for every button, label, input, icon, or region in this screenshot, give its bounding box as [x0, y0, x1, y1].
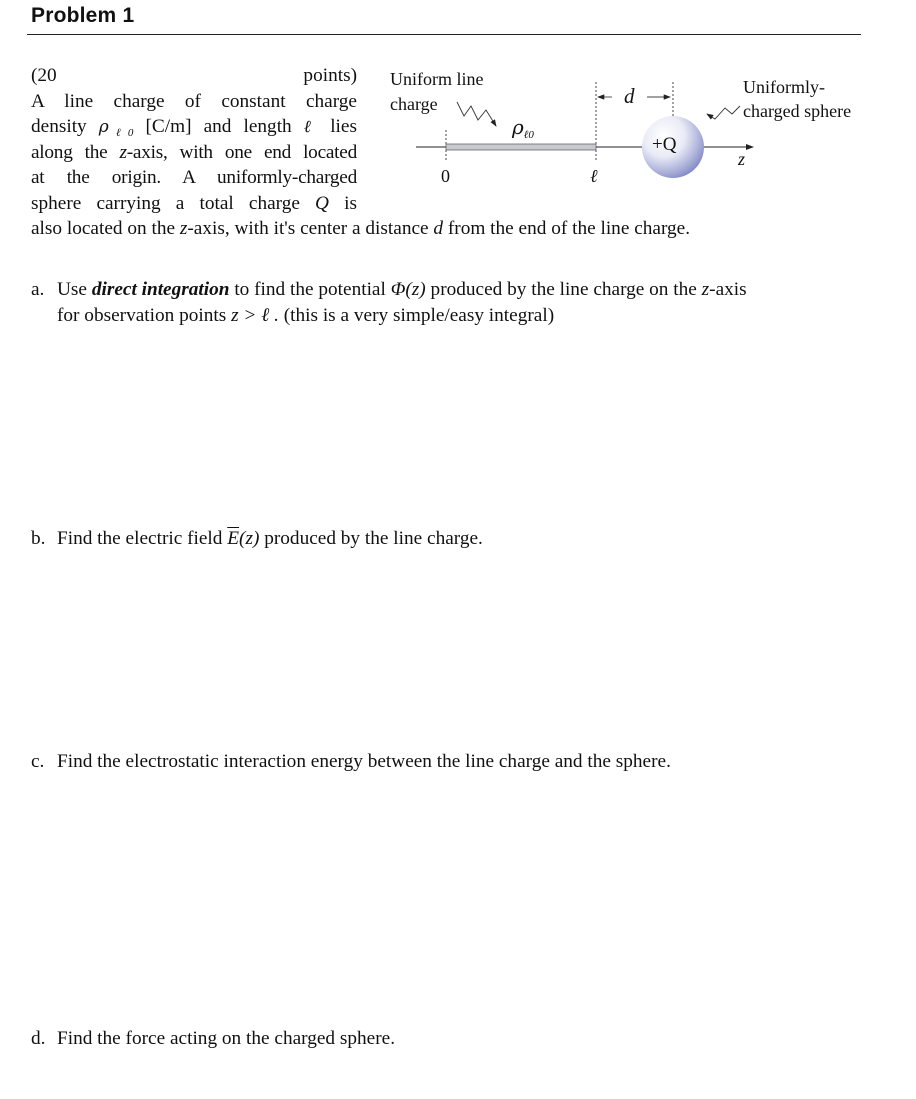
question-b-text-1: Find the electric field	[57, 528, 223, 549]
question-a-emphasis: direct integration	[91, 279, 230, 300]
intro-sphere: sphere carrying a total charge	[31, 192, 300, 214]
line-charge-label-2: charge	[390, 94, 438, 114]
question-a-z: z	[701, 279, 710, 300]
question-a-note: (this is a very simple/easy integral)	[283, 305, 555, 326]
title-divider	[27, 34, 861, 35]
charge-label: +Q	[652, 134, 677, 155]
z-axis-label: z	[738, 149, 746, 169]
intro-line-5: at the origin. A uniformly-charged	[31, 167, 357, 189]
z-symbol-2: z	[179, 218, 188, 239]
question-a-text-4: -axis	[709, 279, 747, 300]
question-b-func: (z)	[239, 528, 260, 549]
intro-center: -axis, with it's center a distance	[187, 218, 429, 239]
sphere-pointer	[707, 106, 740, 119]
rho-subscript: ℓ0	[108, 127, 134, 140]
intro-density-word: density	[31, 116, 87, 138]
charge-diagram	[385, 62, 885, 202]
question-d	[31, 1028, 395, 1050]
question-c	[31, 751, 671, 773]
sphere-label-2: charged sphere	[743, 101, 852, 121]
d-symbol: d	[433, 218, 444, 239]
question-b-letter: b.	[31, 528, 46, 549]
question-c-text: Find the electrostatic interaction energy between the line charge and the sphere.	[57, 751, 671, 772]
intro-also: also located on the	[31, 218, 176, 239]
question-a-text-1: Use	[57, 279, 87, 300]
question-c-letter: c.	[31, 751, 45, 772]
ell-label: ℓ	[590, 166, 598, 187]
question-d-letter: d.	[31, 1028, 46, 1049]
intro-lies: lies	[330, 116, 357, 138]
intro-line-4	[31, 140, 357, 166]
ell-symbol: ℓ	[303, 117, 319, 138]
E-vector-symbol: $\overline{E}$	[227, 528, 240, 549]
rho-label-symbol: ρ	[512, 115, 524, 139]
line-charge-pointer	[457, 102, 496, 126]
question-a-text-2: to find the potential	[234, 279, 386, 300]
question-d-text: Find the force acting on the charged sphere.	[57, 1028, 396, 1049]
intro-line-1: (20 points)	[31, 65, 357, 86]
question-a-text-3: produced by the line charge on the	[430, 279, 697, 300]
rho-label	[512, 115, 534, 141]
d-label: d	[624, 84, 635, 108]
intro-is: is	[344, 192, 357, 214]
intro-line-6	[31, 191, 357, 217]
intro-line-2: A line charge of constant charge	[31, 90, 357, 112]
intro-axis: -axis, with one end located	[126, 141, 357, 163]
problem-title: Problem 1	[31, 4, 135, 27]
question-b-text-2: produced by the line charge.	[264, 528, 483, 549]
rho-label-subscript: ℓ0	[523, 129, 534, 141]
question-a-letter: a.	[31, 279, 45, 300]
problem-intro	[31, 63, 357, 217]
Q-symbol: Q	[315, 192, 329, 214]
z-symbol: z	[119, 141, 127, 163]
intro-units: [C/m] and length	[145, 116, 292, 138]
sphere-label-1: Uniformly-	[743, 77, 825, 97]
intro-along: along the	[31, 141, 108, 163]
question-a	[31, 279, 747, 326]
question-a-line-2	[57, 305, 554, 327]
origin-label: 0	[441, 166, 450, 186]
question-a-obs: for observation points	[57, 305, 227, 326]
intro-line-7	[31, 218, 690, 240]
rho-symbol: ρ	[98, 117, 109, 138]
intro-line-3	[31, 114, 357, 140]
intro-end: from the end of the line charge.	[447, 218, 691, 239]
question-a-condition: z > ℓ .	[231, 305, 279, 326]
question-b	[31, 528, 483, 550]
question-a-func: Φ(z)	[390, 279, 426, 300]
line-charge-rod	[446, 144, 596, 150]
line-charge-label-1: Uniform line	[390, 69, 484, 89]
